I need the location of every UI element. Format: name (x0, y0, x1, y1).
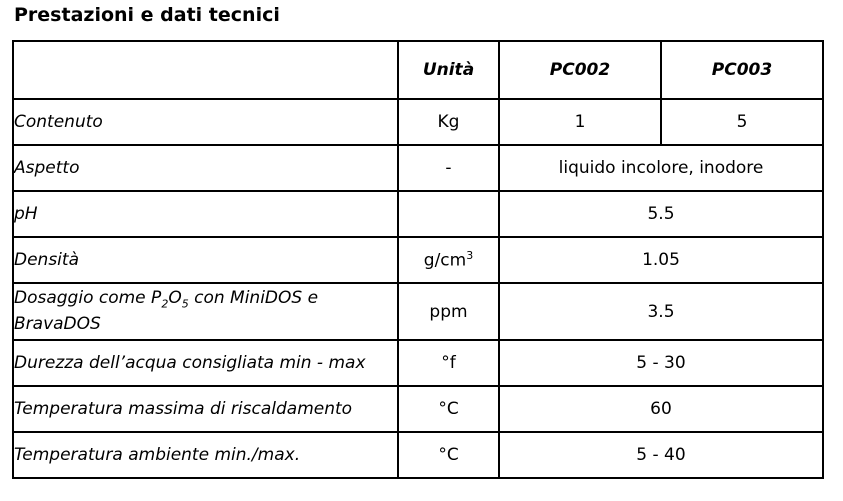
table-row-dosaggio (13, 283, 823, 340)
row-unit: °C (398, 432, 499, 478)
row-label: pH (13, 191, 398, 237)
page-title: Prestazioni e dati tecnici (14, 4, 280, 26)
label-line-2: BravaDOS (14, 314, 101, 335)
table-row-aspetto (13, 145, 823, 191)
header-blank-cell (13, 41, 398, 99)
row-value: 3.5 (499, 283, 823, 340)
table-header-row (13, 41, 823, 99)
row-unit (398, 191, 499, 237)
row-value: 5 - 30 (499, 340, 823, 386)
row-label: Durezza dell’acqua consigliata min - max (13, 340, 398, 386)
row-unit: °f (398, 340, 499, 386)
unit-base: g/cm (423, 250, 467, 271)
header-pc003: PC003 (661, 41, 823, 99)
row-value-pc003: 5 (661, 99, 823, 145)
row-unit: - (398, 145, 499, 191)
row-label: Aspetto (13, 145, 398, 191)
row-label: Temperatura massima di riscaldamento (13, 386, 398, 432)
row-unit: ppm (398, 283, 499, 340)
table-row-densita (13, 237, 823, 283)
label-text: con MiniDOS e (188, 287, 319, 308)
label-text: Dosaggio come P (14, 287, 162, 308)
row-label: Temperatura ambiente min./max. (13, 432, 398, 478)
row-label: Densità (13, 237, 398, 283)
row-label: Contenuto (13, 99, 398, 145)
row-unit: °C (398, 386, 499, 432)
table-row-durezza (13, 340, 823, 386)
table-row-temp-ambiente (13, 432, 823, 478)
label-line-1 (14, 288, 397, 314)
unit-superscript: 3 (466, 249, 474, 263)
row-value: 5.5 (499, 191, 823, 237)
table-row-ph (13, 191, 823, 237)
row-value: 1.05 (499, 237, 823, 283)
row-value: 5 - 40 (499, 432, 823, 478)
row-unit (398, 237, 499, 283)
row-value-pc002: 1 (499, 99, 661, 145)
header-pc002: PC002 (499, 41, 661, 99)
label-text: O (168, 287, 182, 308)
row-label (13, 283, 398, 340)
table-row-temp-max (13, 386, 823, 432)
specs-table (12, 40, 824, 479)
table-row-contenuto (13, 99, 823, 145)
row-value: liquido incolore, inodore (499, 145, 823, 191)
label-subscript: 5 (181, 297, 189, 311)
row-unit: Kg (398, 99, 499, 145)
header-unit: Unità (398, 41, 499, 99)
row-value: 60 (499, 386, 823, 432)
label-subscript: 2 (161, 297, 169, 311)
